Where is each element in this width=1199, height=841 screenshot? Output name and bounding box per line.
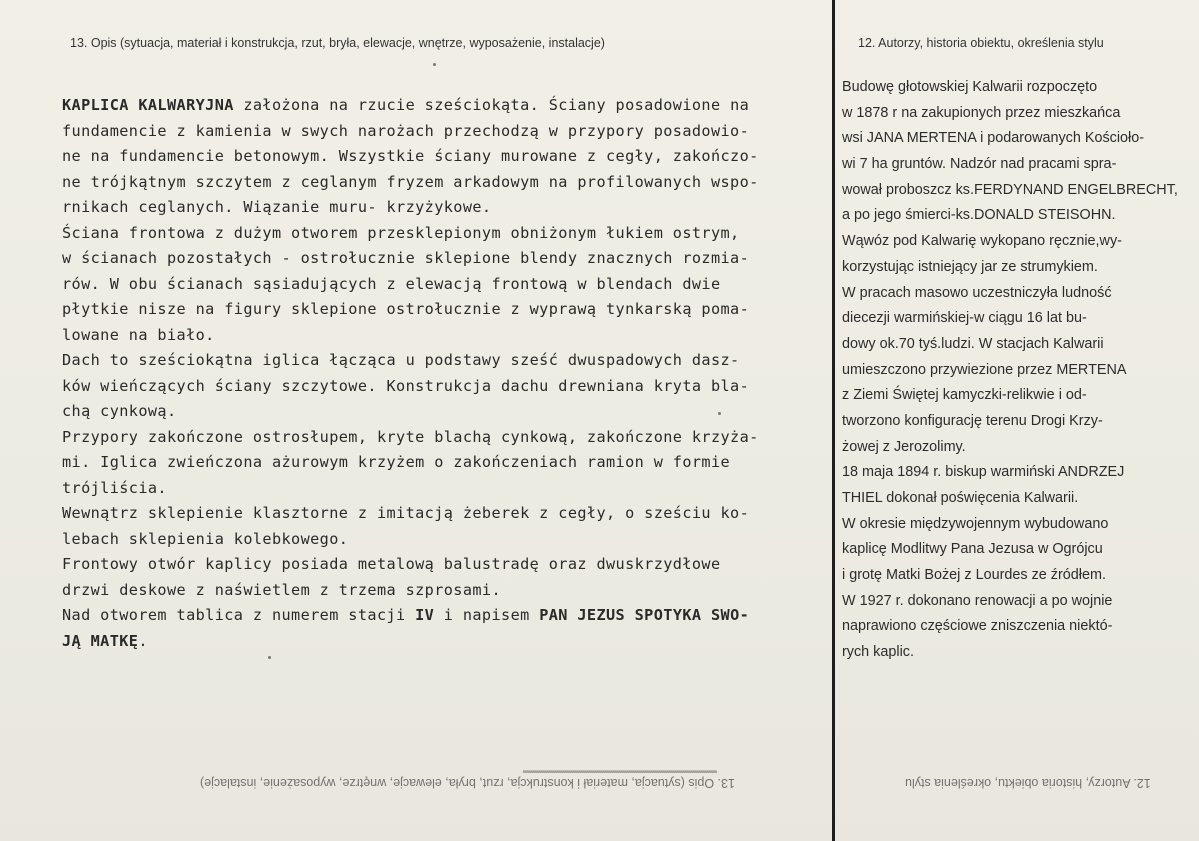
bold-text: JĄ MATKĘ xyxy=(62,631,139,650)
history-line: z Ziemi Świętej kamyczki-relikwie i od- xyxy=(842,387,1087,404)
description-text xyxy=(62,93,822,654)
history-line: THIEL dokonał poświęcenia Kalwarii. xyxy=(842,490,1079,506)
history-line: 18 maja 1894 r. biskup warmiński ANDRZEJ xyxy=(842,464,1125,481)
section-12-header: 12. Autorzy, historia obiektu, określenia stylu xyxy=(858,36,1104,50)
line-text: ków wieńczących ściany szczytowe. Konstrukcja dachu drewniana kryta bla- xyxy=(62,376,750,395)
mirrored-footer-right: 12. Autorzy, historia obiektu, określenia stylu xyxy=(905,776,1151,790)
history-line: a po jego śmierci-ks.DONALD STEISOHN. xyxy=(842,207,1116,224)
history-line: tworzono konfigurację terenu Drogi Krzy- xyxy=(842,412,1103,429)
description-line xyxy=(62,425,822,451)
description-line xyxy=(62,476,822,502)
history-line: W 1927 r. dokonano renowacji a po wojnie xyxy=(842,592,1113,609)
history-line: i grotę Matki Bożej z Lourdes ze źródłem. xyxy=(842,567,1106,584)
description-line xyxy=(62,348,822,374)
paper-speck xyxy=(268,656,271,659)
line-text: lowane na biało. xyxy=(62,325,215,344)
line-text: chą cynkową. xyxy=(62,402,177,420)
history-line: Wąwóz pod Kalwarię wykopano ręcznie,wy- xyxy=(842,233,1122,250)
history-line: kaplicę Modlitwy Pana Jezusa w Ogrójcu xyxy=(842,541,1103,558)
line-text: fundamencie z kamienia w swych narożach przechodzą w przypory posadowio- xyxy=(62,121,750,140)
description-line xyxy=(62,501,822,527)
line-text: rnikach ceglanych. Wiązanie muru- krzyżykowe. xyxy=(62,198,492,216)
paper-speck xyxy=(718,412,721,415)
description-line xyxy=(62,527,822,553)
line-text: mi. Iglica zwieńczona ażurowym krzyżem o zakończeniach ramion w formie xyxy=(62,453,731,471)
line-text: lebach sklepienia kolebkowego. xyxy=(62,529,349,548)
history-line: żowej z Jerozolimy. xyxy=(842,438,966,455)
description-line xyxy=(62,170,822,196)
line-text: drzwi deskowe z naświetlem z trzema szprosami. xyxy=(62,580,502,599)
column-divider xyxy=(832,0,835,841)
line-text: Wewnątrz sklepienie klasztorne z imitacją żeberek z cegły, o sześciu ko- xyxy=(62,504,750,522)
line-text: i napisem xyxy=(434,606,540,624)
description-line xyxy=(62,297,822,323)
description-line xyxy=(62,119,822,145)
description-line xyxy=(62,272,822,298)
description-line xyxy=(62,246,822,272)
wave-lines xyxy=(40,770,1199,773)
description-line xyxy=(62,323,822,349)
line-text: ne na fundamencie betonowym. Wszystkie ściany murowane z cegły, zakończo- xyxy=(62,147,759,165)
paper-speck xyxy=(433,63,436,66)
history-line: W pracach masowo uczestniczyła ludność xyxy=(842,284,1112,301)
description-line xyxy=(62,399,822,425)
bold-text: IV xyxy=(415,606,435,624)
line-text: Ściana frontowa z dużym otworem przesklepionym obniżonym łukiem ostrym, xyxy=(62,223,740,242)
line-text: Nad otworem tablica z numerem stacji xyxy=(62,606,416,624)
history-line: Budowę głotowskiej Kalwarii rozpoczęto xyxy=(842,79,1098,95)
line-text: Frontowy otwór kaplicy posiada metalową balustradę oraz dwuskrzydłowe xyxy=(62,555,721,573)
history-line: W okresie międzywojennym wybudowano xyxy=(842,515,1109,532)
history-line: rych kaplic. xyxy=(842,644,914,661)
description-line xyxy=(62,450,822,476)
description-line xyxy=(62,195,822,221)
line-text: Przypory zakończone ostrosłupem, kryte blachą cynkową, zakończone krzyża- xyxy=(62,427,759,446)
history-line: wował proboszcz ks.FERDYNAND ENGELBRECHT, xyxy=(842,181,1178,198)
description-line xyxy=(62,603,822,629)
history-line: umieszczono przywiezione przez MERTENA xyxy=(842,361,1127,378)
history-line: naprawiono częściowe zniszczenia niektó- xyxy=(842,618,1113,635)
history-line: wsi JANA MERTENA i podarowanych Kościoło- xyxy=(842,130,1145,147)
line-text: ne trójkątnym szczytem z ceglanym fryzem arkadowym na profilowanych wspo- xyxy=(62,172,759,191)
line-text: trójliścia. xyxy=(62,478,167,497)
bold-text: PAN JEZUS SPOTYKA SWO- xyxy=(539,606,750,624)
line-text: założona na rzucie sześciokąta. Ściany posadowione na xyxy=(233,96,750,114)
description-line xyxy=(62,144,822,170)
section-13-header: 13. Opis (sytuacja, materiał i konstrukcja, rzut, bryła, elewacje, wnętrze, wyposażenie, instalacje) xyxy=(70,36,605,50)
mirrored-footer-left: 13. Opis (sytuacja, materiał i konstrukcja, rzut, bryła, elewacje, wnętrze, wyposażenie, instalacje) xyxy=(200,776,735,790)
history-text xyxy=(842,75,1194,666)
description-line xyxy=(62,552,822,578)
description-line xyxy=(62,578,822,604)
description-line xyxy=(62,221,822,247)
line-text: Dach to sześciokątna iglica łącząca u podstawy sześć dwuspadowych dasz- xyxy=(62,351,740,369)
history-line: wi 7 ha gruntów. Nadzór nad pracami spra- xyxy=(842,156,1117,173)
history-line: w 1878 r na zakupionych przez mieszkańca xyxy=(842,104,1121,121)
line-text: w ścianach pozostałych - ostrołucznie sklepione blendy znacznych rozmia- xyxy=(62,249,750,267)
description-line xyxy=(62,93,822,119)
description-line xyxy=(62,374,822,400)
history-line: korzystując istniejący jar ze strumykiem. xyxy=(842,258,1098,275)
history-line: diecezji warmińskiej-w ciągu 16 lat bu- xyxy=(842,310,1087,327)
line-text: rów. W obu ścianach sąsiadujących z elewacją frontową w blendach dwie xyxy=(62,274,721,293)
bold-text: KAPLICA KALWARYJNA xyxy=(62,96,234,114)
description-line xyxy=(62,629,822,655)
line-text: . xyxy=(138,631,148,650)
history-line: dowy ok.70 tyś.ludzi. W stacjach Kalwarii xyxy=(842,335,1104,352)
line-text: płytkie nisze na figury sklepione ostrołucznie z wyprawą tynkarską poma- xyxy=(62,300,750,318)
